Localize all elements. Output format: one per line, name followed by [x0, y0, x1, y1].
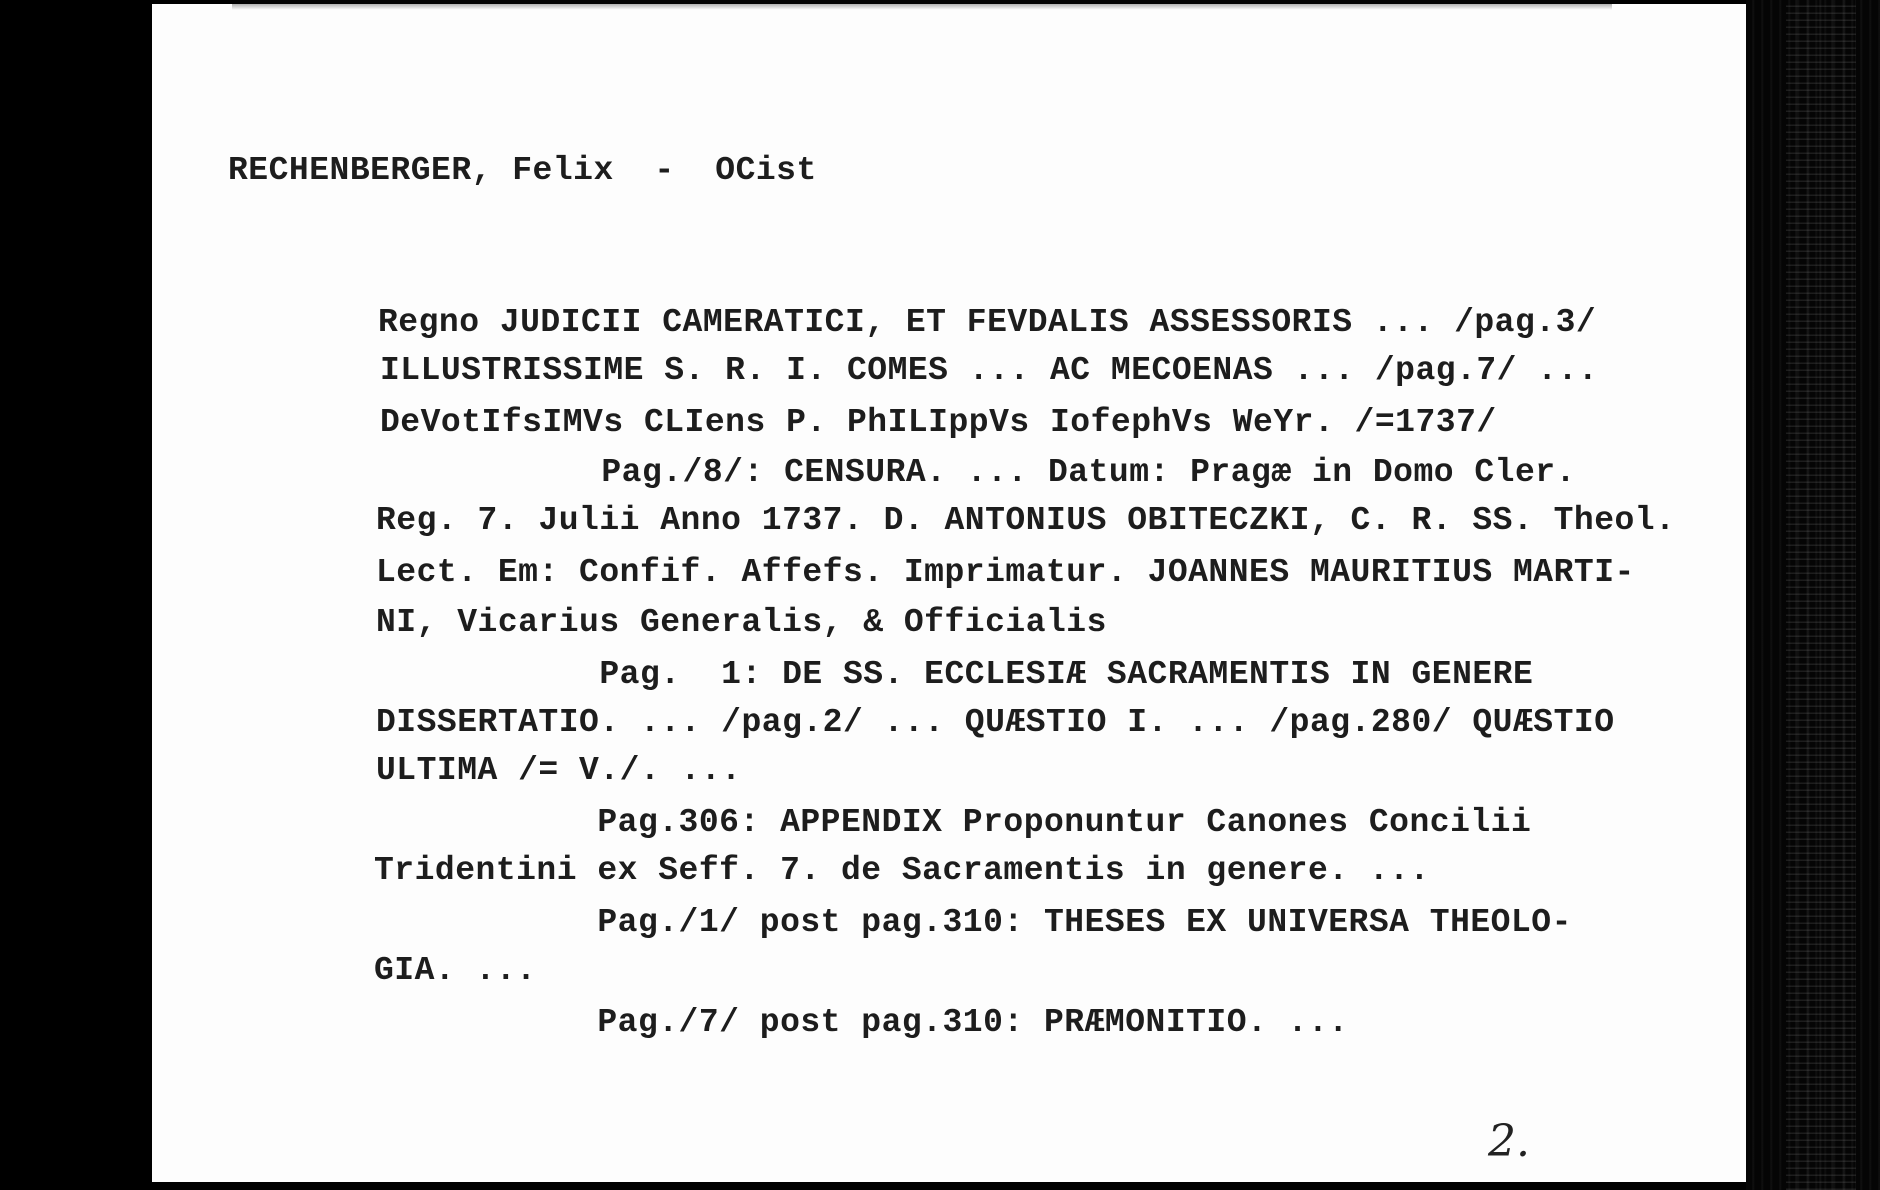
handwritten-card-number: 2.	[1488, 1116, 1530, 1167]
card-heading: RECHENBERGER, Felix - OCist	[228, 152, 817, 189]
card-line: GIA. ...	[374, 952, 537, 989]
card-line: Reg. 7. Julii Anno 1737. D. ANTONIUS OBITECZKI, C. R. SS. Theol.	[376, 502, 1676, 539]
film-edge-strip	[1746, 0, 1880, 1190]
card-line: Pag./8/: CENSURA. ... Datum: Pragæ in Domo Cler.	[378, 454, 1576, 491]
card-line: DISSERTATIO. ... /pag.2/ ... QUÆSTIO I. ... /pag.280/ QUÆSTIO	[376, 704, 1615, 741]
card-line: DeVotIfsIMVs CLIens P. PhILIppVs IofephVs WeYr. /=1737/	[380, 404, 1497, 441]
film-edge-noise	[1786, 0, 1856, 1190]
card-line: Pag./7/ post pag.310: PRÆMONITIO. ...	[374, 1004, 1349, 1041]
card-line: ULTIMA /= V./. ...	[376, 752, 742, 789]
card-line: NI, Vicarius Generalis, & Officialis	[376, 604, 1107, 641]
card-line: Pag./1/ post pag.310: THESES EX UNIVERSA THEOLO-	[374, 904, 1572, 941]
card-line: ILLUSTRISSIME S. R. I. COMES ... AC MECOENAS ... /pag.7/ ...	[380, 352, 1599, 389]
card-line: Pag.306: APPENDIX Proponuntur Canones Concilii	[374, 804, 1532, 841]
card-line: Regno JUDICII CAMERATICI, ET FEVDALIS ASSESSORIS ... /pag.3/	[378, 304, 1597, 341]
card-line: Tridentini ex Seff. 7. de Sacramentis in genere. ...	[374, 852, 1430, 889]
card-line: Pag. 1: DE SS. ECCLESIÆ SACRAMENTIS IN GENERE	[376, 656, 1534, 693]
card-line: Lect. Em: Confif. Affefs. Imprimatur. JOANNES MAURITIUS MARTI-	[376, 554, 1635, 591]
